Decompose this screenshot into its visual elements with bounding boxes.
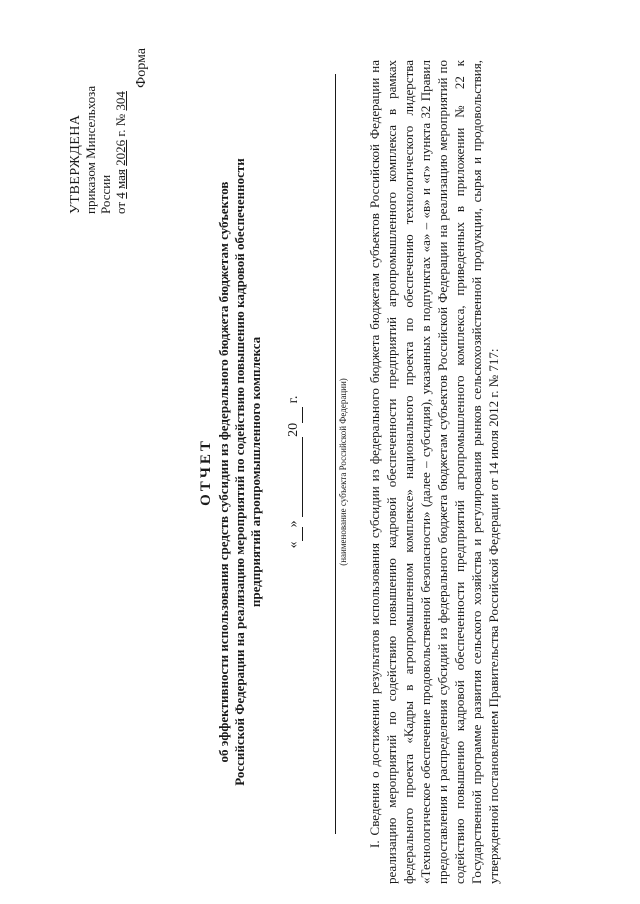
approval-year-suffix: г. bbox=[113, 129, 128, 137]
approval-order-text: приказом Минсельхоза России bbox=[83, 85, 113, 214]
report-subtitle-line-1: об эффективности использования средств субсидии из федерального бюджета бюджетам субъектов bbox=[216, 181, 231, 763]
date-open-quote: « bbox=[286, 541, 301, 549]
form-label: Форма bbox=[134, 48, 149, 88]
approval-date-day: 4 bbox=[113, 192, 128, 199]
approval-order-number: 304 bbox=[113, 91, 128, 111]
approval-number-sign: № bbox=[113, 113, 128, 127]
approval-date-prefix: от bbox=[113, 201, 128, 214]
approval-title: УТВЕРЖДЕНА bbox=[68, 114, 83, 214]
approval-date-month: мая bbox=[113, 169, 128, 189]
report-date-line bbox=[286, 40, 303, 904]
date-year-suffix: г. bbox=[286, 395, 301, 404]
report-subtitle-line-3: предприятий агропромышленного комплекса bbox=[248, 336, 263, 608]
subject-name-line bbox=[335, 74, 336, 834]
document-page bbox=[20, 40, 620, 904]
report-title: ОТЧЕТ bbox=[198, 438, 214, 506]
date-month-blank bbox=[286, 437, 303, 517]
report-subtitle-line-2: Российской Федерации на реализацию мероприятий по содействию повышению кадровой обеспеченности bbox=[232, 158, 247, 786]
date-year-prefix: 20 bbox=[286, 422, 301, 437]
section-1-paragraph: I. Сведения о достижении результатов использования субсидии из федерального бюджета бюджетам субъектов Российской Федерации на реализацию мероприятий по содействию повышению кадровой обеспеченности предприятий агропромышленного комплекса в рамках федерального проекта «Кадры в агропромышленном комплексе» национального проекта по обеспечению технологического лидерства «Технологическое обеспечение продовольственной безопасности» (далее – субсидия), указанных в подпунктах «а» – «в» и «г» пункта 32 Правил предоставления и распределения субсидий из федерального бюджета бюджетам субъектов Российской Федерации на реализацию мероприятий по содействию повышению кадровой обеспеченности предприятий агропромышленного комплекса, приведенных в приложении № 22 к Государственной программе развития сельского хозяйства и регулирования рынков сельскохозяйственной продукции, сырья и продовольствия, утвержденной постановлением Правительства Российской Федерации от 14 июля 2012 г. № 717: bbox=[367, 60, 501, 884]
approval-date-year: 2026 bbox=[113, 139, 128, 166]
date-close-quote: » bbox=[286, 520, 301, 528]
report-subtitle bbox=[216, 60, 264, 884]
date-day-blank bbox=[286, 527, 303, 541]
approval-date-line bbox=[113, 44, 128, 214]
approval-stamp bbox=[68, 44, 128, 214]
subject-caption: (наименование субъекта Российской Федерации) bbox=[338, 378, 348, 566]
date-year-blank bbox=[286, 407, 303, 423]
